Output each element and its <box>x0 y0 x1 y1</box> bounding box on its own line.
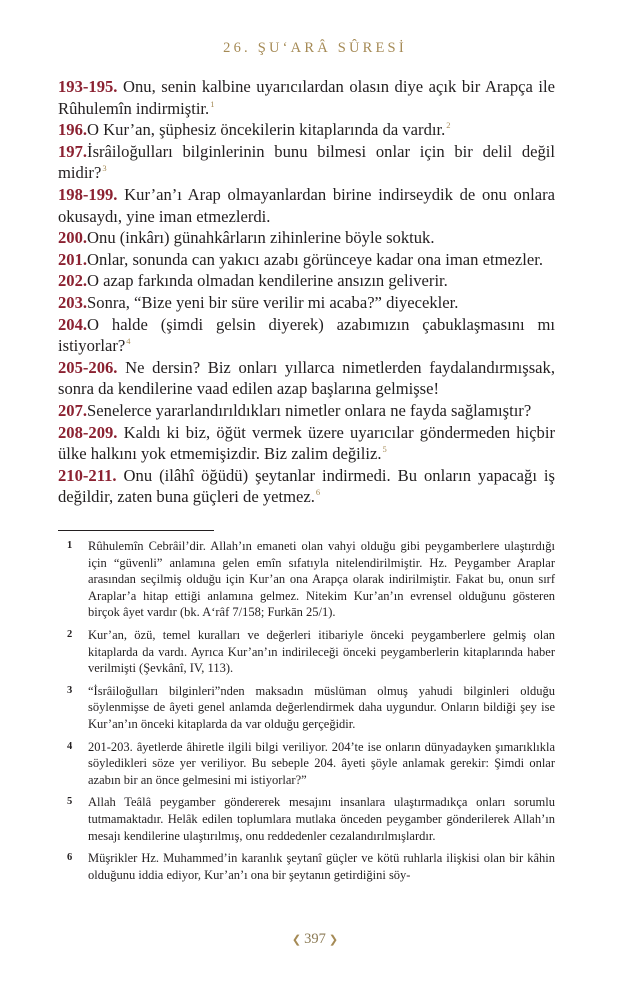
verse-number: 198-199. <box>58 184 118 204</box>
verse-number: 202. <box>58 271 88 291</box>
verse-text: Kaldı ki biz, öğüt vermek üzere uyarıcılar göndermeden hiçbir ülke halkını yok etmemişizdir. Biz zalim değiliz. <box>58 422 555 464</box>
footnote-number: 5 <box>67 796 73 808</box>
footnote-text: Rûhulemîn Cebrâil’dir. Allah’ın emaneti olan vahyi olduğu gibi peygamberlere ulaştırdığı için “güvenli” anlamına gelen emîn sıfatıyla nitelendirilmiştir. Hz. Peygamber Araplar arasından seçilmiş olduğu için Kur’an ona Arapça olarak indirilmiştir. Fakat bu, onun sırf Araplar’a hitap ettiği anlamına gelmez. Nitekim Kur’an’ın evrensel olduğunu gösteren birçok âyet vardır (bk. A‘râf 7/158; Furkān 25/1). <box>88 539 555 620</box>
footnote-5 <box>58 794 555 844</box>
footnote-text: Müşrikler Hz. Muhammed’in karanlık şeytanî güçler ve kötü ruhlarla ilişkisi olan bir kâhin olduğunu iddia ediyor, Kur’an’ı ona bir şeytanın getirdiğini söy- <box>88 851 555 882</box>
verse-text: Kur’an’ı Arap olmayanlardan birine indirseydik de onu onlara okusaydı, yine iman etmezlerdi. <box>58 184 555 226</box>
verse-208-209 <box>58 422 555 465</box>
footnote-1 <box>58 538 555 621</box>
verse-text: Onu, senin kalbine uyarıcılardan olasın diye açık bir Arapça ile Rûhulemîn indirmiştir. <box>58 77 555 118</box>
verse-text: Sonra, “Bize yeni bir süre verilir mi acaba?” diyecekler. <box>87 292 459 312</box>
footnote-list <box>58 538 555 889</box>
verse-text: O halde (şimdi gelsin diyerek) azabımızın çabuklaşmasını mı istiyorlar? <box>58 314 555 356</box>
footnote-ref[interactable]: 6 <box>315 487 321 498</box>
footnote-text: “İsrâiloğulları bilginleri”nden maksadın müslüman olmuş yahudi bilginleri olduğu söylenmişse de âyeti genel anlamda değerlendirmek daha uygundur. Onların bildiği şey ise Kur’an’ın önceki kitaplarda da var olduğu gerçeğidir. <box>88 683 555 731</box>
footnote-ref[interactable]: 3 <box>102 163 107 174</box>
verse-text: O azap farkında olmadan kendilerine ansızın geliverir. <box>87 271 448 291</box>
verse-number: 205-206. <box>58 357 118 377</box>
footnote-text: Allah Teâlâ peygamber göndererek mesajını insanlara ulaştırmadıkça onları sorumlu tutmamaktadır. Helâk edilen toplumlara mutlaka önceden peygamber gönderilerek Allah’ın mesajı kendilerine ulaştırılmış, onu reddedenler cezalandırılmışlardır. <box>88 795 555 843</box>
verse-number: 193-195. <box>58 77 118 96</box>
footnote-4 <box>58 739 555 789</box>
footnote-number: 6 <box>67 852 73 864</box>
verse-203 <box>58 292 555 314</box>
footnote-number: 4 <box>67 740 73 752</box>
verse-196 <box>58 119 555 141</box>
footnote-6 <box>58 850 555 883</box>
verse-193-195 <box>58 76 555 119</box>
footnote-number: 3 <box>67 684 73 696</box>
verse-204 <box>58 314 555 357</box>
verse-201 <box>58 249 555 271</box>
page-number: 397 <box>304 931 326 947</box>
verse-number: 200. <box>58 228 88 248</box>
footnote-text: 201-203. âyetlerde âhiretle ilgili bilgi veriliyor. 204’te ise onların dünyadayken şımarıklıkla söyledikleri söze yer veriliyor. Bu sebeple 204. âyeti şöyle anlamak gerekir: Şimdi onlar azabın bir an önce gelmesini mi istiyorlar?” <box>88 739 555 787</box>
verse-198-199 <box>58 184 555 227</box>
footnote-ref[interactable]: 1 <box>210 98 215 109</box>
right-ornament-icon: ❯ <box>328 934 339 946</box>
verse-text: Ne dersin? Biz onları yıllarca nimetlerden faydalandırmışsak, sonra da kendilerine vaad edilen azap başlarına gelmişse! <box>58 357 555 399</box>
verse-197 <box>58 141 555 184</box>
verse-210-211 <box>58 465 555 508</box>
verse-202 <box>58 270 555 292</box>
verse-200 <box>58 227 555 249</box>
verse-number: 197. <box>58 141 88 161</box>
verse-text: Senelerce yararlandırıldıkları nimetler onlara ne fayda sağlamıştır? <box>87 400 532 420</box>
verse-number: 208-209. <box>58 422 118 442</box>
verse-text: Onu (inkârı) günahkârların zihinlerine böyle soktuk. <box>87 228 435 248</box>
footnote-number: 2 <box>67 628 73 640</box>
page-header: 26. ŞU‘ARÂ SÛRESİ <box>223 40 407 56</box>
verse-text: Onlar, sonunda can yakıcı azabı görünceye kadar ona iman etmezler. <box>87 249 543 269</box>
footnote-number: 1 <box>67 540 73 551</box>
left-ornament-icon: ❮ <box>291 934 302 946</box>
footnote-divider <box>58 530 214 531</box>
footnote-text: Kur’an, özü, temel kuralları ve değerleri itibariyle önceki peygamberlere gelmiş olan kitaplarda da vardı. Ayrıca Kur’an’ın indirileceği önceki peygamberlerin kitaplarında haber verilmişti (Şevkânî, IV, 113). <box>88 627 555 676</box>
verse-text: Onu (ilâhî öğüdü) şeytanlar indirmedi. Bu onların yapacağı iş değildir, zaten buna güçleri de yetmez. <box>58 465 555 507</box>
verse-number: 203. <box>58 292 88 312</box>
verse-text: O Kur’an, şüphesiz öncekilerin kitaplarında da vardır. <box>87 120 446 140</box>
verse-207 <box>58 400 555 422</box>
footnote-ref[interactable]: 2 <box>446 120 451 131</box>
verse-number: 201. <box>58 249 88 269</box>
verse-number: 196. <box>58 120 88 140</box>
footnote-3 <box>58 683 555 733</box>
verse-number: 210-211. <box>58 465 117 485</box>
footnote-2 <box>58 627 555 677</box>
page-footer <box>0 931 630 948</box>
verse-text: İsrâiloğulları bilginlerinin bunu bilmesi onlar için bir delil değil midir? <box>58 141 555 183</box>
footnote-ref[interactable]: 5 <box>382 444 387 455</box>
verse-205-206 <box>58 357 555 400</box>
verse-list <box>58 76 555 508</box>
verse-number: 207. <box>58 400 88 420</box>
verse-number: 204. <box>58 314 88 334</box>
footnote-ref[interactable]: 4 <box>126 336 131 347</box>
